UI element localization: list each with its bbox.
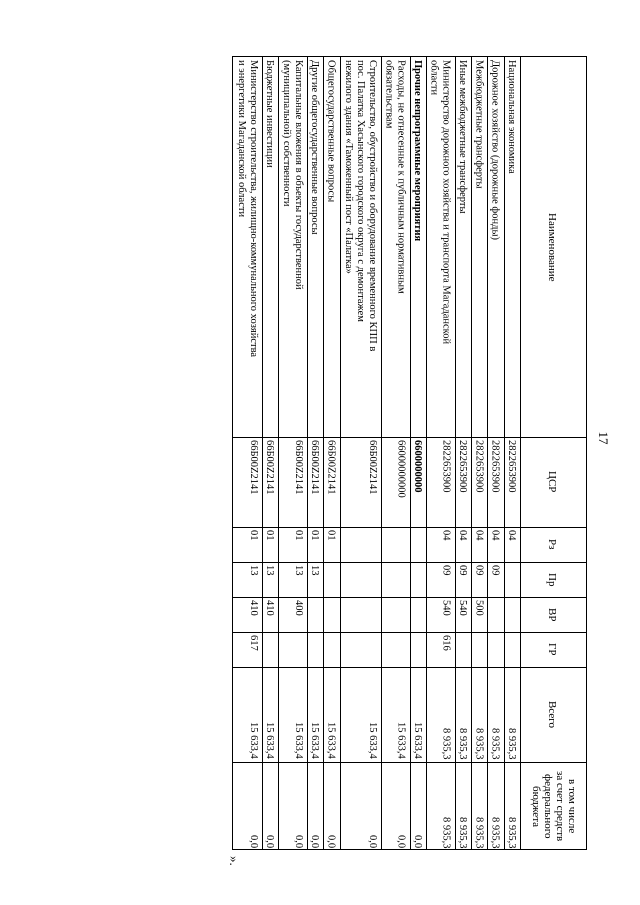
header-federal <box>530 762 578 851</box>
row-federal-line: 0,0 <box>247 834 259 848</box>
row-name-line: Капитальные вложения в объекты государственной <box>292 60 304 290</box>
header-name-line: Наименование <box>546 212 558 282</box>
row-pr <box>456 565 468 576</box>
row-vr-line: 410 <box>247 600 259 616</box>
row-name <box>411 60 423 241</box>
budget-table <box>232 56 587 850</box>
row-vr <box>456 600 468 616</box>
row-federal <box>411 762 423 848</box>
row-vr-line: 410 <box>264 600 276 616</box>
header-total <box>546 667 558 762</box>
row-divider <box>262 57 263 849</box>
row-name-line: пос. Палатка Хасынского городского округа с демонтажем <box>354 60 366 322</box>
row-vr <box>440 600 452 616</box>
row-name <box>280 60 304 290</box>
row-rz-line: 04 <box>473 530 485 541</box>
header-rz-line: Рз <box>546 539 558 550</box>
row-pr-line: 09 <box>489 565 501 576</box>
row-total-line: 15 633,4 <box>247 722 259 759</box>
row-rz <box>247 530 259 541</box>
row-tsr <box>366 440 378 494</box>
header-name <box>546 57 558 437</box>
row-federal <box>440 762 452 848</box>
row-total <box>263 667 275 759</box>
row-tsr <box>472 440 484 493</box>
row-federal <box>308 762 320 848</box>
row-name <box>342 60 378 351</box>
row-federal <box>292 762 304 848</box>
header-vr <box>546 597 558 632</box>
header-federal-line: за счет средств <box>554 771 566 842</box>
header-federal-line: бюджета <box>530 785 542 827</box>
row-rz-line: 01 <box>325 530 337 541</box>
row-federal-line: 8 935,3 <box>440 816 452 848</box>
row-name-line: Иные межбюджетные трансферты <box>457 60 469 214</box>
row-pr-line: 13 <box>247 565 259 576</box>
row-name <box>325 60 337 202</box>
row-total <box>325 667 337 759</box>
row-divider <box>504 57 505 849</box>
row-total <box>456 667 468 759</box>
row-federal-line: 0,0 <box>292 834 304 848</box>
header-pr <box>546 562 558 597</box>
row-rz-line: 04 <box>457 530 469 541</box>
row-rz-line: 04 <box>506 530 517 541</box>
row-name-line: области <box>428 60 440 96</box>
row-federal-line: 0,0 <box>411 834 423 848</box>
row-gr <box>440 635 452 651</box>
row-tsr-line: 2822653900 <box>506 440 517 493</box>
row-name <box>472 60 484 189</box>
row-rz-line: 04 <box>440 530 452 541</box>
row-tsr-line: 2822653900 <box>473 440 485 493</box>
row-gr-line: 617 <box>247 635 259 651</box>
row-tsr <box>308 440 320 494</box>
row-total-line: 15 633,4 <box>309 722 321 759</box>
row-federal-line: 0,0 <box>325 834 337 848</box>
row-federal <box>263 762 275 848</box>
row-federal <box>505 762 517 848</box>
row-federal <box>247 762 259 848</box>
row-divider <box>307 57 308 849</box>
row-rz-line: 01 <box>247 530 259 541</box>
row-rz-line: 04 <box>489 530 501 541</box>
row-divider <box>410 57 411 849</box>
row-tsr-line: 66Б00Z2141 <box>325 440 337 495</box>
row-federal-line: 0,0 <box>309 834 321 848</box>
row-total <box>366 667 378 759</box>
header-tsr-line: ЦСР <box>546 471 558 493</box>
row-name-line: Общегосударственные вопросы <box>325 60 337 203</box>
row-rz <box>325 530 337 541</box>
header-rz <box>546 527 558 562</box>
row-name-line: нежилого здания «Таможенный пост «Палатка» <box>342 60 354 274</box>
row-pr-line: 13 <box>264 565 276 576</box>
row-gr <box>247 635 259 651</box>
row-name <box>428 60 452 344</box>
row-rz <box>505 530 517 541</box>
row-total-line: 15 633,4 <box>264 722 276 759</box>
row-divider <box>471 57 472 849</box>
row-name-line: Дорожное хозяйство (дорожные фонды) <box>489 60 501 241</box>
row-total-line: 8 935,3 <box>457 727 469 759</box>
row-gr-line: 616 <box>440 635 452 651</box>
row-vr <box>472 600 484 616</box>
row-total-line: 15 633,4 <box>395 722 407 759</box>
row-total <box>395 667 407 759</box>
row-pr-line: 09 <box>457 565 469 576</box>
row-pr-line: 09 <box>440 565 452 576</box>
row-federal <box>456 762 468 848</box>
row-total <box>472 667 484 759</box>
row-tsr-line: 66Б00Z2141 <box>366 440 378 495</box>
row-total <box>308 667 320 759</box>
row-pr-line: 09 <box>473 565 485 576</box>
row-pr <box>472 565 484 576</box>
row-total-line: 15 633,4 <box>325 722 337 759</box>
row-total-line: 8 935,3 <box>473 727 485 759</box>
row-vr <box>263 600 275 616</box>
row-name-line: Прочие непрограммные мероприятия <box>411 60 423 242</box>
row-rz <box>308 530 320 541</box>
row-name <box>505 60 517 174</box>
row-tsr-line: 2822653900 <box>440 440 452 493</box>
row-name <box>263 60 275 168</box>
row-federal <box>472 762 484 848</box>
row-vr-line: 500 <box>473 600 485 616</box>
row-federal-line: 0,0 <box>366 834 378 848</box>
row-name <box>456 60 468 214</box>
row-federal-line: 8 935,3 <box>489 816 501 848</box>
row-tsr-line: 66000000000 <box>395 440 407 498</box>
row-name-line: Межбюджетные трансферты <box>473 60 485 189</box>
header-federal-line: федерального <box>542 774 554 839</box>
row-total-line: 15 633,4 <box>292 722 304 759</box>
header-federal-line: в том числе <box>566 779 578 834</box>
row-name-line: обязательствам <box>383 60 395 129</box>
row-name <box>383 60 407 294</box>
row-name-line: Бюджетные инвестиции <box>264 60 276 168</box>
row-name-line: Другие общегосударственные вопросы <box>309 60 321 235</box>
row-total <box>411 667 423 759</box>
row-pr <box>263 565 275 576</box>
page-number: 17 <box>596 431 611 445</box>
row-federal-line: 8 935,3 <box>473 816 485 848</box>
row-tsr <box>505 440 517 493</box>
row-vr-line: 400 <box>292 600 304 616</box>
row-divider <box>487 57 488 849</box>
header-tsr <box>546 437 558 527</box>
row-total <box>440 667 452 759</box>
row-vr <box>247 600 259 616</box>
row-federal-line: 0,0 <box>264 834 276 848</box>
row-total-line: 8 935,3 <box>489 727 501 759</box>
row-total <box>505 667 517 759</box>
row-rz-line: 01 <box>292 530 304 541</box>
row-tsr <box>247 440 259 494</box>
row-divider <box>278 57 279 849</box>
row-vr-line: 540 <box>457 600 469 616</box>
row-vr-line: 540 <box>440 600 452 616</box>
row-tsr <box>489 440 501 493</box>
row-total-line: 8 935,3 <box>440 727 452 759</box>
row-name-line: Национальная экономика <box>506 60 517 174</box>
row-total <box>292 667 304 759</box>
row-rz-line: 01 <box>309 530 321 541</box>
row-name-line: и энергетики Магаданской области <box>235 60 247 218</box>
row-vr <box>292 600 304 616</box>
row-tsr-line: 2822653900 <box>489 440 501 493</box>
row-pr-line: 13 <box>292 565 304 576</box>
row-name <box>235 60 259 357</box>
row-total-line: 15 633,4 <box>411 722 423 759</box>
row-divider <box>455 57 456 849</box>
header-gr-line: ГР <box>546 643 558 656</box>
row-pr <box>489 565 501 576</box>
header-total-line: Всего <box>546 701 558 728</box>
row-tsr-line: 66Б00Z2141 <box>247 440 259 495</box>
row-tsr-line: 2822653900 <box>457 440 469 493</box>
row-name-line: (муниципальной) собственности <box>280 60 292 207</box>
row-tsr <box>395 440 407 498</box>
row-tsr <box>292 440 304 494</box>
row-rz-line: 01 <box>264 530 276 541</box>
row-tsr-line: 66Б00Z2141 <box>292 440 304 495</box>
row-divider <box>426 57 427 849</box>
row-name-line: Министерство строительства, жилищно-коммунального хозяйства <box>247 60 259 358</box>
row-total-line: 8 935,3 <box>506 727 517 759</box>
row-pr <box>247 565 259 576</box>
header-divider <box>520 57 521 849</box>
row-tsr <box>325 440 337 494</box>
row-divider <box>381 57 382 849</box>
closing-quote-mark: ». <box>227 856 242 866</box>
row-federal-line: 0,0 <box>395 834 407 848</box>
row-total <box>489 667 501 759</box>
row-federal <box>395 762 407 848</box>
row-name <box>308 60 320 235</box>
row-tsr <box>263 440 275 494</box>
row-pr <box>440 565 452 576</box>
header-pr-line: Пр <box>546 572 558 587</box>
row-rz <box>489 530 501 541</box>
row-rz <box>456 530 468 541</box>
row-total-line: 15 633,4 <box>366 722 378 759</box>
row-tsr-line: 6600000000 <box>411 440 423 493</box>
row-rz <box>292 530 304 541</box>
row-pr <box>292 565 304 576</box>
row-name-line: Министерство дорожного хозяйства и транспорта Магаданской <box>440 60 452 345</box>
row-divider <box>323 57 324 849</box>
row-pr-line: 13 <box>309 565 321 576</box>
row-rz <box>263 530 275 541</box>
row-rz <box>440 530 452 541</box>
row-tsr <box>456 440 468 493</box>
row-rz <box>472 530 484 541</box>
header-gr <box>546 632 558 667</box>
row-name-line: Строительство, обустройство и оборудование временного КПП в <box>366 60 378 352</box>
row-tsr <box>440 440 452 493</box>
row-tsr-line: 66Б00Z2141 <box>264 440 276 495</box>
row-pr <box>308 565 320 576</box>
row-tsr <box>411 440 423 493</box>
row-divider <box>340 57 341 849</box>
row-total <box>247 667 259 759</box>
row-federal <box>489 762 501 848</box>
row-federal <box>325 762 337 848</box>
row-tsr-line: 66Б00Z2141 <box>309 440 321 495</box>
row-name-line: Расходы, не отнесенные к публичным нормативным <box>395 60 407 294</box>
row-federal <box>366 762 378 848</box>
row-federal-line: 8 935,3 <box>457 816 469 848</box>
header-vr-line: ВР <box>546 607 558 622</box>
row-name <box>489 60 501 240</box>
row-federal-line: 8 935,3 <box>506 816 517 848</box>
